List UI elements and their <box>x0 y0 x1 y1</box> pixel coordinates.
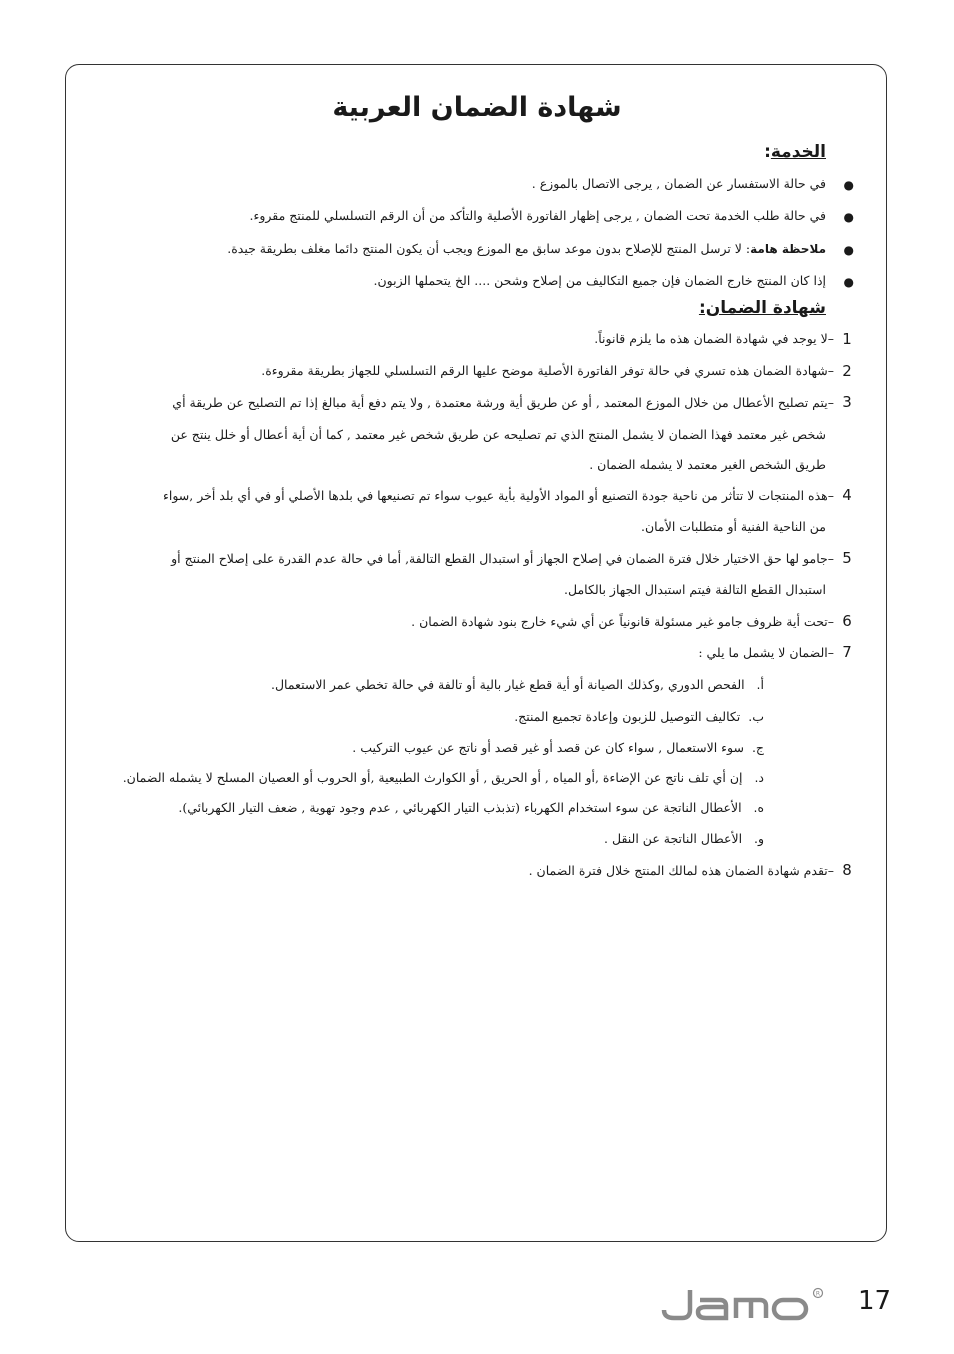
jamo-logo <box>660 1286 830 1326</box>
exclusion-label: أ. <box>756 677 764 692</box>
exclusion-text: سوء الاستعمال , سواء كان عن قصد أو غير قصد أو ناتج عن عيوب التركيب . <box>352 740 744 755</box>
warranty-item-3-line-3: طريق الشخص الغير معتمد لا يشمله الضمان . <box>589 457 826 472</box>
exclusion-item <box>352 740 764 755</box>
item-number: 7 <box>842 643 852 661</box>
bullet-icon: ● <box>843 178 854 192</box>
exclusion-item <box>178 800 764 815</box>
warranty-item-7-line-1: –الضمان لا يشمل ما يلي : <box>698 645 834 660</box>
warranty-item-1-line-1: –لا يوجد في شهادة الضمان هذه ما يلزم قانوناً. <box>594 331 834 346</box>
warranty-heading-text: شهادة الضمان: <box>698 298 826 318</box>
exclusion-label: ب. <box>748 709 764 724</box>
bullet-icon: ● <box>843 243 854 257</box>
warranty-item-4-text-1: هذه المنتجات لا تتأثر من ناحية جودة التصنيع أو المواد الأولية بأية عيوب سواء تم تصنيعها في بلدها الأصلي أو في أي بلد أخر ,سواء <box>162 488 828 503</box>
svg-text:R: R <box>815 1290 821 1298</box>
page-number: 17 <box>858 1286 892 1316</box>
warranty-item-3-text-1: يتم تصليح الأعطال من خلال الموزع المعتمد , أو عن طريق أية ورشة معتمدة , ولا يتم دفع أية مبالغ إذا تم التصليح عن طريقة أي <box>172 395 828 410</box>
item-number: 1 <box>842 330 852 348</box>
important-note-label: ملاحظة هامة <box>750 242 826 256</box>
item-number: 2 <box>842 362 852 380</box>
item-number: 8 <box>842 861 852 879</box>
exclusion-label: ه. <box>753 800 764 815</box>
exclusion-text: الأعطال الناتجة عن سوء استخدام الكهرباء (تذبذب التيار الكهربائي , عدم وجود تهوية , ضعف التيار الكهربائي). <box>178 800 742 815</box>
warranty-item-5-text-1: جامو لها حق الاختيار خلال فترة الضمان في إصلاح الجهاز أو استبدال القطع التالفة, أما في حالة عدم القدرة على إصلاح المنتج أو <box>171 551 828 566</box>
item-number: 4 <box>842 486 852 504</box>
item-number: 6 <box>842 612 852 630</box>
exclusion-label: د. <box>754 770 764 785</box>
warranty-heading <box>699 298 826 318</box>
service-item-4: إذا كان المنتج خارج الضمان فإن جميع التكاليف من إصلاح وشحن .... الخ يتحملها الزبون. <box>373 273 826 288</box>
warranty-item-4-line-1: –هذه المنتجات لا تتأثر من ناحية جودة التصنيع أو المواد الأولية بأية عيوب سواء تم تصنيعها في بلدها الأصلي أو في أي بلد أخر ,سواء <box>162 488 834 503</box>
warranty-item-2-text: شهادة الضمان هذه تسري في حالة توفر الفاتورة الأصلية موضح عليها الرقم التسلسلي للجهاز بطريقة مقروءة. <box>261 363 828 378</box>
exclusion-item <box>123 770 764 785</box>
important-note-text: : لا ترسل المنتج للإصلاح بدون موعد سابق مع الموزع ويجب أن يكون المنتج دائما مغلف بطريقة جيدة. <box>227 241 751 256</box>
exclusion-label: و. <box>753 831 764 846</box>
warranty-item-3-line-2: شخص غير معتمد فهذا الضمان لا يشمل المنتج الذي تم تصليحه عن طريق شخص غير معتمد , كما أن أية أعطال أو خلل ينتج عن <box>170 427 826 442</box>
item-number: 5 <box>842 549 852 567</box>
page-title: شهادة الضمان العربية <box>332 92 622 123</box>
service-item-2: في حالة طلب الخدمة تحت الضمان , يرجى إظهار الفاتورة الأصلية والتأكد من أن الرقم التسلسلي للمنتج مقروء. <box>249 208 826 223</box>
service-heading-text: الخدمة <box>770 142 826 162</box>
warranty-item-2-line-1: –شهادة الضمان هذه تسري في حالة توفر الفاتورة الأصلية موضح عليها الرقم التسلسلي للجهاز بطريقة مقروءة. <box>261 363 834 378</box>
item-number: 3 <box>842 393 852 411</box>
warranty-item-7-text: الضمان لا يشمل ما يلي : <box>698 645 828 660</box>
service-heading <box>764 142 826 162</box>
service-item-1: في حالة الاستفسار عن الضمان , يرجى الاتصال بالموزع . <box>531 176 826 191</box>
service-heading-colon: : <box>764 142 771 162</box>
warranty-item-8-text: تقدم شهادة الضمان هذه لمالك المنتج خلال فترة الضمان . <box>528 863 828 878</box>
exclusion-text: الفحص الدوري ,وكذلك الصيانة أو أية قطع غيار بالية أو تالفة في حالة تخطي عمر الاستعمال. <box>270 677 745 692</box>
warranty-item-8-line-1: –تقدم شهادة الضمان هذه لمالك المنتج خلال فترة الضمان . <box>528 863 834 878</box>
exclusion-text: الأعطال الناتجة عن النقل . <box>604 831 743 846</box>
warranty-item-5-line-2: استبدال القطع التالفة فيتم استبدال الجهاز بالكامل. <box>564 582 826 597</box>
exclusion-item <box>271 677 764 692</box>
service-item-3 <box>227 241 826 256</box>
bullet-icon: ● <box>843 275 854 289</box>
exclusion-label: ج. <box>751 740 764 755</box>
warranty-item-5-line-1: –جامو لها حق الاختيار خلال فترة الضمان في إصلاح الجهاز أو استبدال القطع التالفة, أما في حالة عدم القدرة على إصلاح المنتج أو <box>171 551 834 566</box>
exclusion-text: تكاليف التوصيل للزبون وإعادة تجميع المنتج. <box>514 709 741 724</box>
warranty-item-6-text: تحت أية ظروف جامو غير مسئولة قانونياً عن أي شيء خارج بنود شهادة الضمان . <box>411 614 828 629</box>
warranty-item-3-line-1: –يتم تصليح الأعطال من خلال الموزع المعتمد , أو عن طريق أية ورشة معتمدة , ولا يتم دفع أية مبالغ إذا تم التصليح عن طريقة أي <box>172 395 834 410</box>
exclusion-text: إن أي تلف ناتج عن الإضاءة ,أو المياه , أو الحريق , أو الكوارث الطبيعية ,أو الحروب أو العصيان المسلح لا يشمله الضمان. <box>122 770 743 785</box>
bullet-icon: ● <box>843 210 854 224</box>
warranty-item-1-text: لا يوجد في شهادة الضمان هذه ما يلزم قانوناً. <box>594 331 828 346</box>
warranty-item-6-line-1: –تحت أية ظروف جامو غير مسئولة قانونياً عن أي شيء خارج بنود شهادة الضمان . <box>411 614 834 629</box>
jamo-logo-graphic <box>660 1286 830 1322</box>
exclusion-item <box>604 831 764 846</box>
warranty-item-4-line-2: من الناحية الفنية أو متطلبات الأمان. <box>641 519 826 534</box>
exclusion-item <box>514 709 764 724</box>
